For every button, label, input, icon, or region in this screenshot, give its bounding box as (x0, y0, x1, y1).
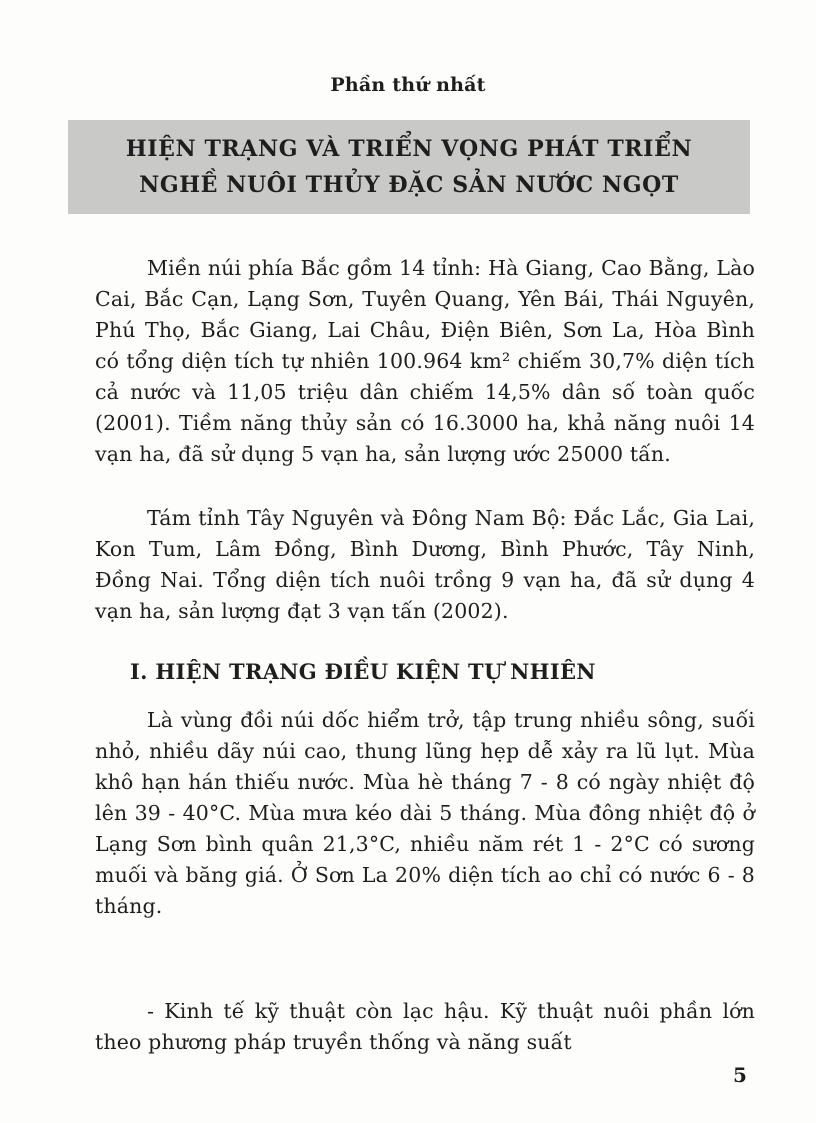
paragraph-northern-mountains: Miền núi phía Bắc gồm 14 tỉnh: Hà Giang, Cao Bằng, Lào Cai, Bắc Cạn, Lạng Sơn, Tuyên Quang, Yên Bái, Thái Nguyên, Phú Thọ, Bắc Giang, Lai Châu, Điện Biên, Sơn La, Hòa Bình có tổng diện tích tự nhiên 100.964 km² chiếm 30,7% diện tích cả nước và 11,05 triệu dân chiếm 14,5% dân số toàn quốc (2001). Tiềm năng thủy sản có 16.3000 ha, khả năng nuôi 14 vạn ha, đã sử dụng 5 vạn ha, sản lượng ước 25000 tấn. (95, 256, 755, 466)
chapter-title-box (68, 120, 750, 214)
part-label: Phần thứ nhất (330, 74, 486, 96)
paragraph-economy-technique: - Kinh tế kỹ thuật còn lạc hậu. Kỹ thuật nuôi phần lớn theo phương pháp truyền thống và năng suất (95, 999, 755, 1054)
paragraph-central-highlands: Tám tỉnh Tây Nguyên và Đông Nam Bộ: Đắc Lắc, Gia Lai, Kon Tum, Lâm Đồng, Bình Dương, Bình Phước, Tây Ninh, Đồng Nai. Tổng diện tích nuôi trồng 9 vạn ha, đã sử dụng 4 vạn ha, sản lượng đạt 3 vạn tấn (2002). (95, 506, 755, 623)
section-heading: I. HIỆN TRẠNG ĐIỀU KIỆN TỰ NHIÊN (130, 659, 596, 684)
paragraph-natural-conditions: Là vùng đồi núi dốc hiểm trở, tập trung nhiều sông, suối nhỏ, nhiều dãy núi cao, thung lũng hẹp dễ xảy ra lũ lụt. Mùa khô hạn hán thiếu nước. Mùa hè tháng 7 - 8 có ngày nhiệt độ lên 39 - 40°C. Mùa mưa kéo dài 5 tháng. Mùa đông nhiệt độ ở Lạng Sơn bình quân 21,3°C, nhiều năm rét 1 - 2°C có sương muối và băng giá. Ở Sơn La 20% diện tích ao chỉ có nước 6 - 8 tháng. (95, 708, 755, 918)
page-number: 5 (733, 1063, 747, 1087)
chapter-title-line-1: HIỆN TRẠNG VÀ TRIỂN VỌNG PHÁT TRIỂN (125, 136, 693, 162)
chapter-title-line-2: NGHỀ NUÔI THỦY ĐẶC SẢN NƯỚC NGỌT (139, 172, 679, 198)
